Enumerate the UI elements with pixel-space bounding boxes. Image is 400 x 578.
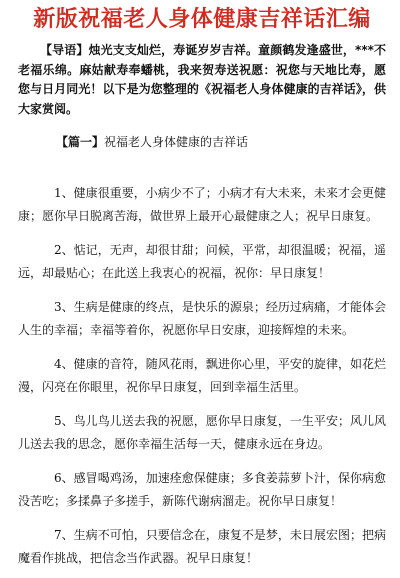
blessing-item-5: 5、鸟儿鸟儿送去我的祝愿，愿你早日康复，一生平安；风儿风儿送去我的思念，愿你幸福生活每一天，健康永远在身边。 — [18, 414, 386, 451]
intro-paragraph: 【导语】烛光支支灿烂，寿诞岁岁吉祥。童颜鹤发逢盛世，***不老福乐绵。麻姑献寿奉蟠桃，我来贺寿送祝愿：祝您与天地比寿，愿您与日月同光！以下是为您整理的《祝福老人身体健康的吉祥话》，供大家赏阅。 — [18, 43, 386, 116]
blessing-item-4: 4、健康的音符，随风花雨，飘进你心里，平安的旋律，如花烂漫，闪亮在你眼里，祝你早日康复，回到幸福生活里。 — [18, 357, 386, 394]
blessing-list — [18, 182, 386, 569]
blessing-item-2: 2、惦记，无声，却很甘甜；问候，平常，却很温暖；祝福，遥远，却最贴心；在此送上我衷心的祝福，祝你：早日康复！ — [18, 243, 386, 280]
blessing-item-6: 6、感冒喝鸡汤，加速痊愈保健康；多食姜蒜萝卜汁，保你病愈没苦吃；多揉鼻子多搓手，新陈代谢病溜走。祝你早日康复！ — [18, 471, 386, 508]
blessing-item-1: 1、健康很重要，小病少不了；小病才有大未来，未来才会更健康；愿你早日脱离苦海，做世界上最开心最健康之人；祝早日康复。 — [18, 186, 386, 223]
blessing-item-7: 7、生病不可怕，只要信念在，康复不是梦，未日展宏图；把病魔看作挑战，把信念当作武器。祝早日康复！ — [18, 528, 386, 565]
document-title: 新版祝福老人身体健康吉祥话汇编 — [33, 7, 371, 32]
section-title: 祝福老人身体健康的吉祥话 — [104, 135, 249, 149]
section-heading — [18, 133, 386, 152]
section-tag: 【篇一】 — [56, 135, 105, 149]
blessing-item-3: 3、生病是健康的终点，是快乐的源泉；经历过病痛，才能体会人生的幸福；幸福等着你，祝愿你早日安康，迎接辉煌的未来。 — [18, 300, 386, 337]
